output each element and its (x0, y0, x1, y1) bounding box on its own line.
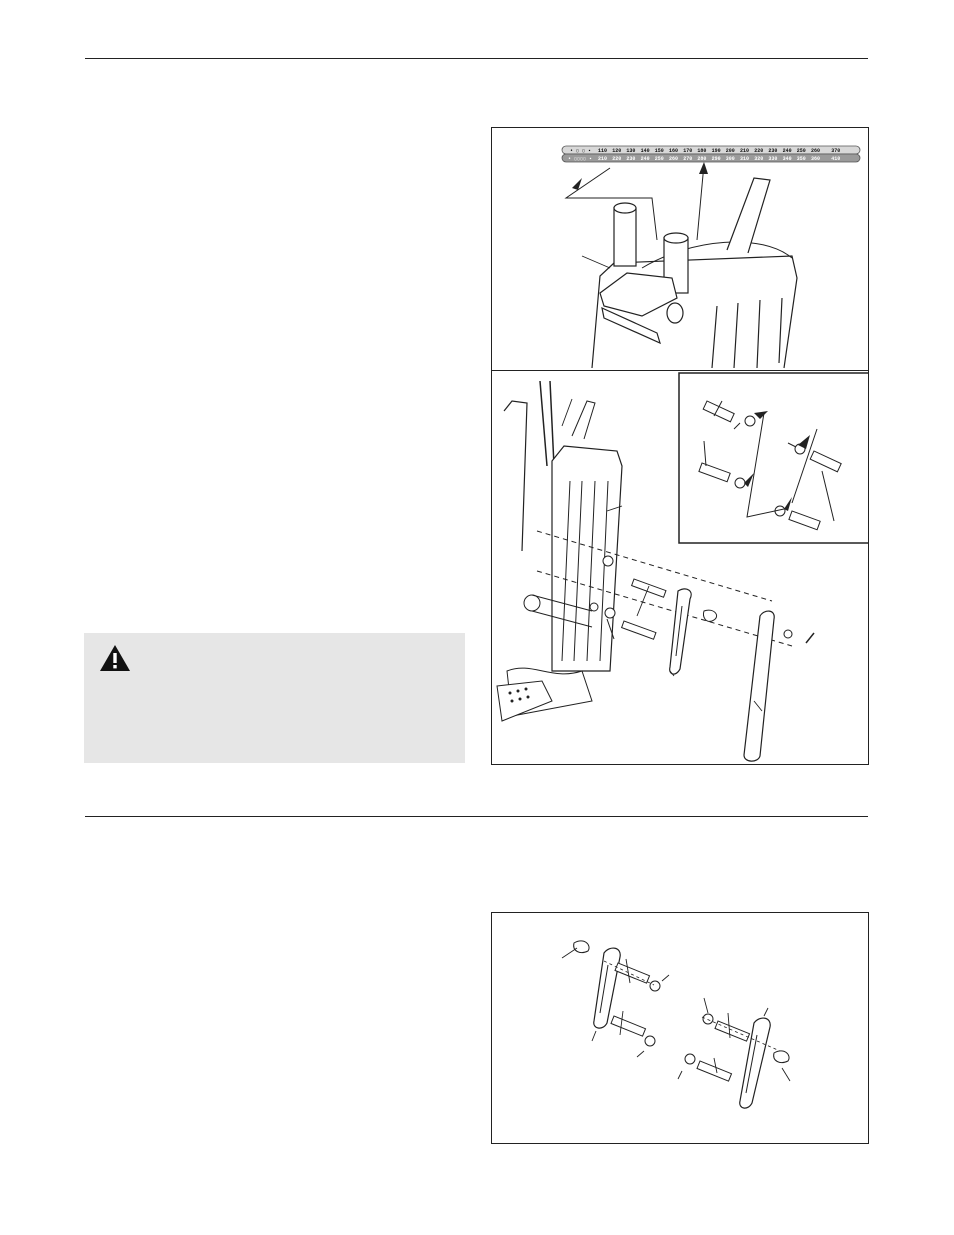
scale-number-end: 370 (831, 148, 841, 154)
scale-number: 230 (626, 156, 636, 162)
scale-number: 250 (796, 148, 806, 154)
scale-number: 350 (796, 156, 806, 162)
scale-number: 260 (811, 148, 821, 154)
scale-number-end: 410 (831, 156, 841, 162)
selector-plates-drawing (492, 913, 869, 1144)
scale-bottom-numbers (598, 156, 840, 162)
scale-number: 260 (669, 156, 679, 162)
scale-top-numbers (598, 148, 840, 154)
scale-number: 200 (725, 148, 735, 154)
scale-number: 220 (754, 148, 764, 154)
scale-number: 240 (640, 156, 650, 162)
scale-number: 190 (711, 148, 721, 154)
top-rule (85, 58, 868, 59)
warning-triangle-icon (98, 643, 132, 673)
scale-bottom-prefix: • ▯▯▯▯ ▪ (568, 156, 593, 162)
scale-number: 150 (654, 148, 664, 154)
scale-number: 180 (697, 148, 707, 154)
exploded-assembly-drawing (492, 371, 869, 765)
scale-number: 130 (626, 148, 636, 154)
scale-number: 250 (654, 156, 664, 162)
scale-number: 170 (683, 148, 693, 154)
figure-exploded-assembly (491, 370, 869, 765)
scale-number: 160 (669, 148, 679, 154)
scale-number: 340 (782, 156, 792, 162)
scale-number: 270 (683, 156, 693, 162)
weight-stack-top-drawing (492, 128, 869, 372)
scale-number: 220 (612, 156, 622, 162)
detail-inset-box (679, 373, 869, 543)
scale-number: 210 (598, 156, 608, 162)
scale-number: 300 (725, 156, 735, 162)
scale-number: 320 (754, 156, 764, 162)
scale-number: 310 (740, 156, 750, 162)
scale-number: 120 (612, 148, 622, 154)
scale-number: 330 (768, 156, 778, 162)
scale-top-prefix: • ▯ ▯ ▪ (570, 148, 592, 154)
figure-selector-plates (491, 912, 869, 1144)
figure-weight-stack-top (491, 127, 869, 372)
scale-number: 240 (782, 148, 792, 154)
scale-number: 140 (640, 148, 650, 154)
scale-number: 210 (740, 148, 750, 154)
scale-number: 230 (768, 148, 778, 154)
scale-number: 110 (598, 148, 608, 154)
scale-number: 360 (811, 156, 821, 162)
section-divider-rule (85, 816, 868, 817)
warning-box (84, 633, 465, 763)
scale-number: 290 (711, 156, 721, 162)
arrow-head-right (699, 162, 708, 174)
scale-number: 280 (697, 156, 707, 162)
